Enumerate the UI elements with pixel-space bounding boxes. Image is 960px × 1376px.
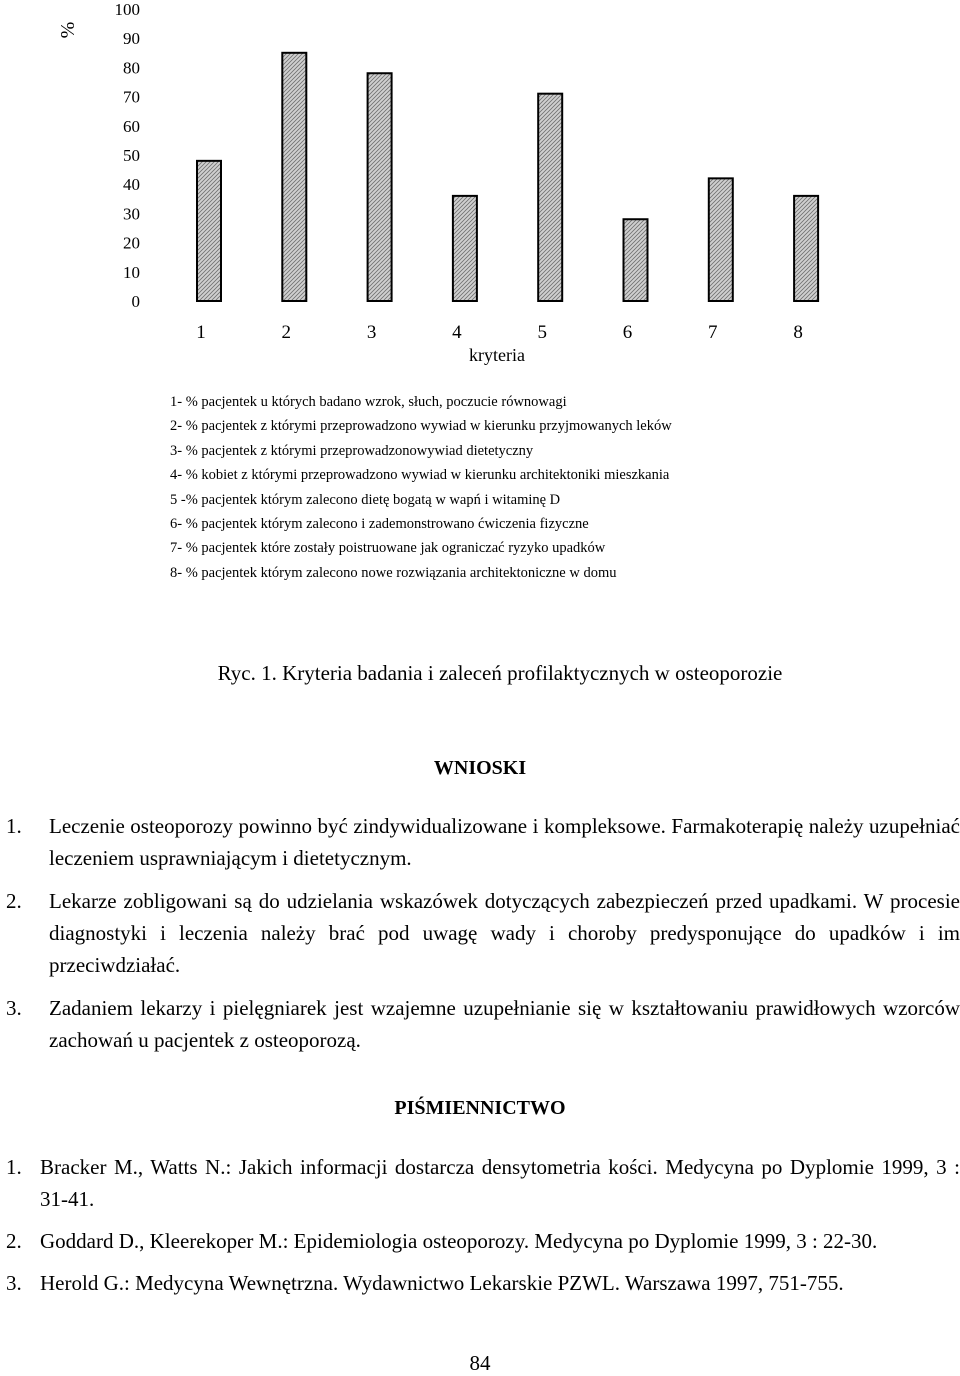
figure-caption: Ryc. 1. Kryteria badania i zaleceń profilaktycznych w osteoporozie bbox=[217, 661, 783, 685]
x-tick-label: 3 bbox=[366, 322, 377, 343]
references-heading: PIŚMIENNICTWO bbox=[394, 1097, 566, 1119]
x-axis-label: kryteria bbox=[469, 345, 525, 365]
x-tick-label: 6 bbox=[622, 322, 633, 343]
bar-5 bbox=[538, 94, 562, 301]
reference-text: Goddard D., Kleerekoper M.: Epidemiologia osteoporozy. Medycyna po Dyplomie 1999, 3 : 22-30. bbox=[40, 1229, 878, 1253]
legend-item: 7- % pacjentek które zostały poistruowane jak ograniczać ryzyko upadków bbox=[170, 540, 606, 557]
conclusion-number: 3. bbox=[6, 996, 22, 1020]
bar-chart bbox=[0, 0, 960, 380]
bar-2 bbox=[282, 53, 306, 301]
legend-item: 4- % kobiet z którymi przeprowadzono wywiad w kierunku architektoniki mieszkania bbox=[170, 467, 670, 484]
conclusions-list bbox=[0, 810, 960, 1067]
reference-text: Herold G.: Medycyna Wewnętrzna. Wydawnictwo Lekarskie PZWL. Warszawa 1997, 751-755. bbox=[40, 1271, 844, 1295]
conclusion-text: Lekarze zobligowani są do udzielania wskazówek dotyczących zabezpieczeń przed upadkami. W procesie diagnostyki i leczenia należy brać pod uwagę wady i choroby predysponujące do upadków i im przeciwdziałać. bbox=[49, 889, 960, 977]
reference-number: 1. bbox=[6, 1155, 22, 1179]
conclusion-text: Zadaniem lekarzy i pielęgniarek jest wzajemne uzupełnianie się w kształtowaniu prawidłowych wzorców zachowań u pacjentek z osteoporozą. bbox=[49, 996, 960, 1052]
y-tick-label: 60 bbox=[123, 116, 140, 136]
bar-3 bbox=[368, 73, 392, 301]
x-tick-label: 2 bbox=[281, 322, 292, 343]
legend-item: 1- % pacjentek u których badano wzrok, słuch, poczucie równowagi bbox=[170, 394, 567, 410]
x-tick-label: 5 bbox=[537, 322, 547, 343]
conclusion-item bbox=[0, 992, 960, 1056]
conclusion-number: 1. bbox=[6, 814, 22, 838]
bar-8 bbox=[794, 196, 818, 301]
bar-1 bbox=[197, 161, 221, 301]
legend-item: 8- % pacjentek którym zalecono nowe rozwiązania architektoniczne w domu bbox=[170, 564, 617, 581]
y-tick-label: 10 bbox=[123, 262, 140, 282]
reference-item bbox=[0, 1151, 960, 1215]
legend-item: 6- % pacjentek którym zalecono i zademonstrowano ćwiczenia fizyczne bbox=[170, 516, 589, 533]
y-axis-label: % bbox=[57, 21, 79, 39]
conclusion-text: Leczenie osteoporozy powinno być zindywidualizowane i kompleksowe. Farmakoterapię należy uzupełniać leczeniem usprawniającym i dietetycznym. bbox=[49, 814, 960, 870]
conclusion-number: 2. bbox=[6, 889, 22, 913]
x-tick-label: 7 bbox=[708, 322, 718, 343]
x-tick-label: 4 bbox=[452, 322, 462, 343]
reference-text: Bracker M., Watts N.: Jakich informacji dostarcza densytometria kości. Medycyna po Dyplomie 1999, 3 : 31-41. bbox=[40, 1155, 960, 1211]
page-number: 84 bbox=[469, 1351, 491, 1375]
y-tick-label: 0 bbox=[131, 292, 140, 311]
y-tick-label: 50 bbox=[123, 146, 140, 165]
y-tick-label: 20 bbox=[123, 233, 140, 253]
chart-legend bbox=[170, 390, 930, 585]
bar-7 bbox=[709, 178, 733, 301]
y-tick-label: 40 bbox=[123, 175, 140, 195]
conclusions-heading: WNIOSKI bbox=[433, 757, 527, 779]
y-tick-label: 100 bbox=[114, 0, 140, 19]
x-tick-label: 1 bbox=[196, 322, 206, 343]
y-tick-label: 90 bbox=[123, 29, 140, 49]
bar-4 bbox=[453, 196, 477, 301]
references-list bbox=[0, 1151, 960, 1309]
x-tick-label: 8 bbox=[793, 322, 803, 343]
reference-item bbox=[0, 1267, 960, 1299]
bar-6 bbox=[624, 219, 648, 301]
legend-item: 5 -% pacjentek którym zalecono dietę bogatą w wapń i witaminę D bbox=[170, 491, 561, 508]
conclusion-item bbox=[0, 885, 960, 981]
legend-item: 2- % pacjentek z którymi przeprowadzono wywiad w kierunku przyjmowanych leków bbox=[170, 418, 672, 435]
y-tick-label: 80 bbox=[123, 58, 140, 78]
conclusion-item bbox=[0, 810, 960, 874]
reference-number: 3. bbox=[6, 1271, 22, 1295]
y-tick-label: 70 bbox=[123, 87, 140, 107]
y-tick-label: 30 bbox=[123, 204, 140, 224]
reference-number: 2. bbox=[6, 1229, 22, 1253]
reference-item bbox=[0, 1225, 960, 1257]
legend-item: 3- % pacjentek z którymi przeprowadzonowywiad dietetyczny bbox=[170, 442, 534, 459]
